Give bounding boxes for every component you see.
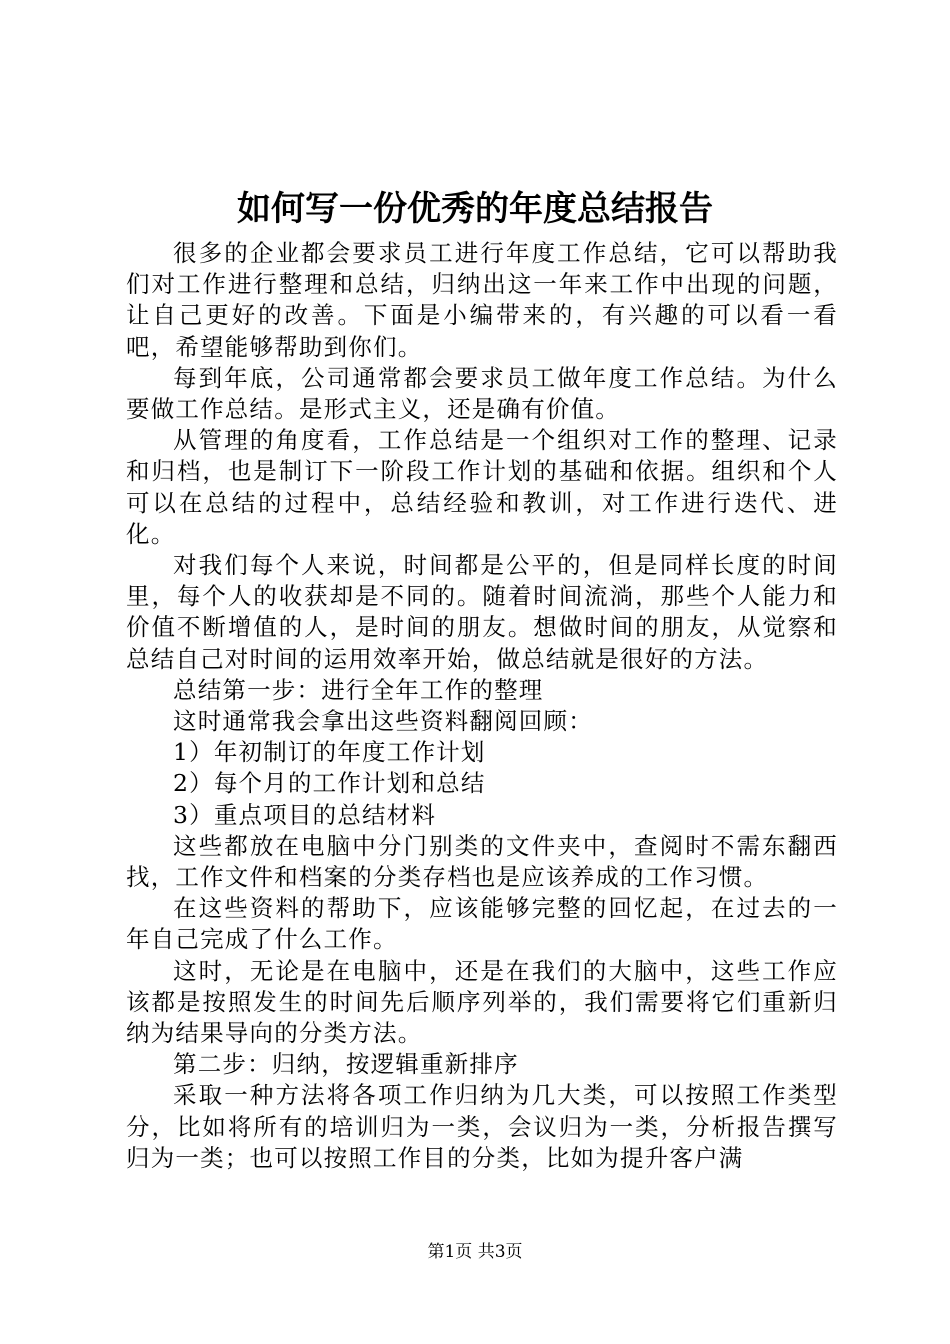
list-item: 3）重点项目的总结材料 xyxy=(173,800,437,829)
document-title: 如何写一份优秀的年度总结报告 xyxy=(237,189,713,229)
paragraph: 在这些资料的帮助下，应该能够完整的回忆起，在过去的一年自己完成了什么工作。 xyxy=(126,894,838,954)
list-item: 2）每个月的工作计划和总结 xyxy=(173,769,486,798)
document-body xyxy=(126,238,838,1174)
paragraph: 对我们每个人来说，时间都是公平的，但是同样长度的时间里，每个人的收获却是不同的。随着时间流淌，那些个人能力和价值不断增值的人，是时间的朋友。想做时间的朋友，从觉察和总结自己对时间的运用效率开始，做总结就是很好的方法。 xyxy=(126,551,838,673)
list-item: 1）年初制订的年度工作计划 xyxy=(173,738,486,767)
paragraph: 这时通常我会拿出这些资料翻阅回顾： xyxy=(173,707,593,736)
paragraph: 每到年底，公司通常都会要求员工做年度工作总结。为什么要做工作总结。是形式主义，还是确有价值。 xyxy=(126,363,838,424)
section-heading: 总结第一步：进行全年工作的整理 xyxy=(173,675,544,704)
section-heading: 第二步：归纳，按逻辑重新排序 xyxy=(173,1050,519,1079)
paragraph: 很多的企业都会要求员工进行年度工作总结，它可以帮助我们对工作进行整理和总结，归纳出这一年来工作中出现的问题，让自己更好的改善。下面是小编带来的，有兴趣的可以看一看吧，希望能够帮助到你们。 xyxy=(126,239,838,361)
paragraph: 这些都放在电脑中分门别类的文件夹中，查阅时不需东翻西找，工作文件和档案的分类存档也是应该养成的工作习惯。 xyxy=(126,831,838,892)
paragraph: 这时，无论是在电脑中，还是在我们的大脑中，这些工作应该都是按照发生的时间先后顺序列举的，我们需要将它们重新归纳为结果导向的分类方法。 xyxy=(126,956,838,1048)
page-footer: 第1页 共3页 xyxy=(427,1242,523,1262)
paragraph: 采取一种方法将各项工作归纳为几大类，可以按照工作类型分，比如将所有的培训归为一类，会议归为一类，分析报告撰写归为一类；也可以按照工作目的分类，比如为提升客户满 xyxy=(126,1081,838,1172)
paragraph: 从管理的角度看，工作总结是一个组织对工作的整理、记录和归档，也是制订下一阶段工作计划的基础和依据。组织和个人可以在总结的过程中，总结经验和教训，对工作进行迭代、进化。 xyxy=(126,426,838,548)
